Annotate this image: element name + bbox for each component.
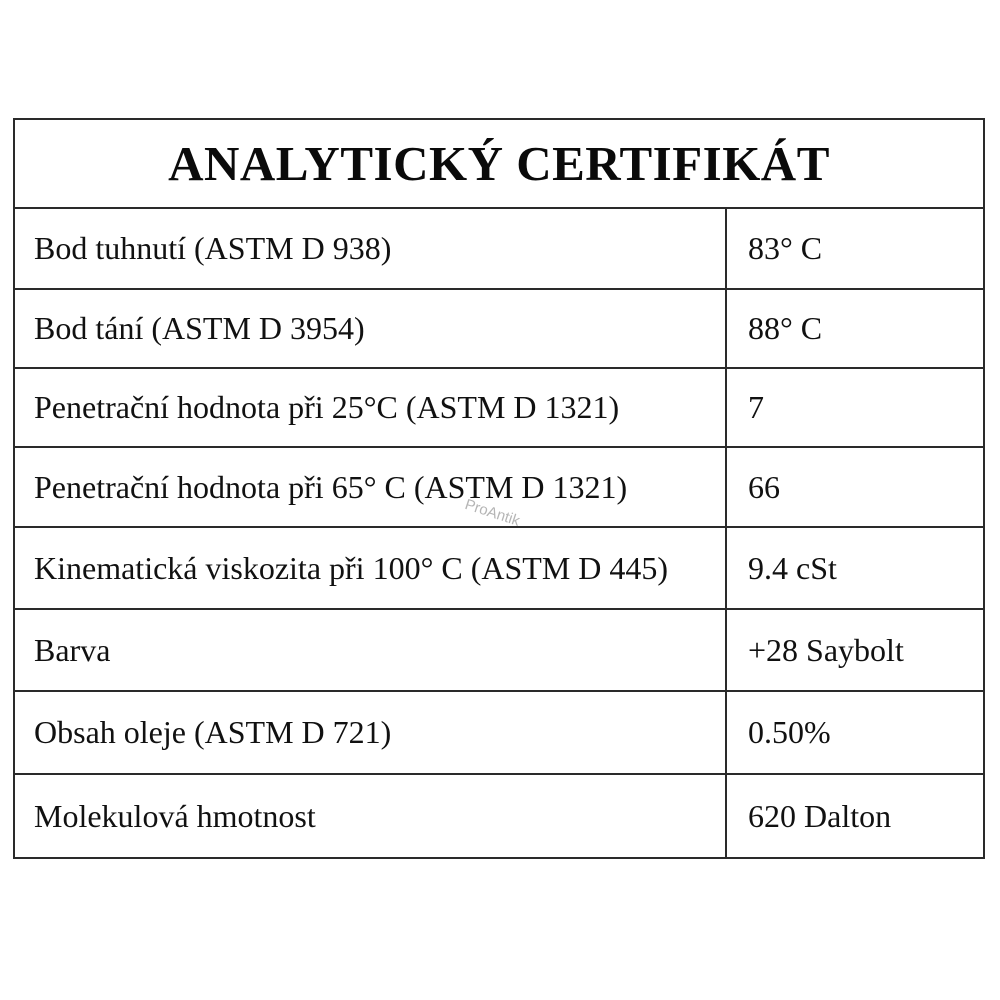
parameter-cell: Obsah oleje (ASTM D 721) bbox=[15, 692, 727, 773]
table-row bbox=[15, 290, 983, 369]
value-cell: 0.50% bbox=[748, 714, 831, 750]
value-cell: 9.4 cSt bbox=[748, 549, 837, 586]
value-cell: 66 bbox=[748, 468, 780, 505]
watermark-text: ProAntik bbox=[462, 496, 522, 530]
table-row bbox=[15, 209, 983, 290]
value-cell: 620 Dalton bbox=[748, 797, 892, 834]
table-row bbox=[15, 692, 983, 775]
parameter-cell: Molekulová hmotnost bbox=[15, 775, 727, 857]
table-row bbox=[15, 610, 983, 692]
value-cell: +28 Saybolt bbox=[748, 631, 904, 668]
parameter-cell: Bod tání (ASTM D 3954) bbox=[15, 290, 727, 367]
parameter-cell: Bod tuhnutí (ASTM D 938) bbox=[15, 209, 727, 288]
value-cell: 88° C bbox=[748, 310, 823, 346]
value-cell: 83° C bbox=[748, 230, 823, 266]
certificate-title: ANALYTICKÝ CERTIFIKÁT bbox=[15, 120, 983, 209]
value-cell: 7 bbox=[748, 389, 764, 425]
parameter-cell: Penetrační hodnota při 65° C (ASTM D 1321) bbox=[15, 448, 727, 526]
parameter-cell: Barva bbox=[15, 610, 727, 690]
table-row bbox=[15, 775, 983, 857]
parameter-cell: Kinematická viskozita při 100° C (ASTM D 445) bbox=[15, 528, 727, 608]
table-row bbox=[15, 448, 983, 528]
table-row bbox=[15, 369, 983, 448]
certificate-table bbox=[13, 118, 985, 859]
parameter-cell: Penetrační hodnota při 25°C (ASTM D 1321) bbox=[15, 369, 727, 446]
table-row bbox=[15, 528, 983, 610]
